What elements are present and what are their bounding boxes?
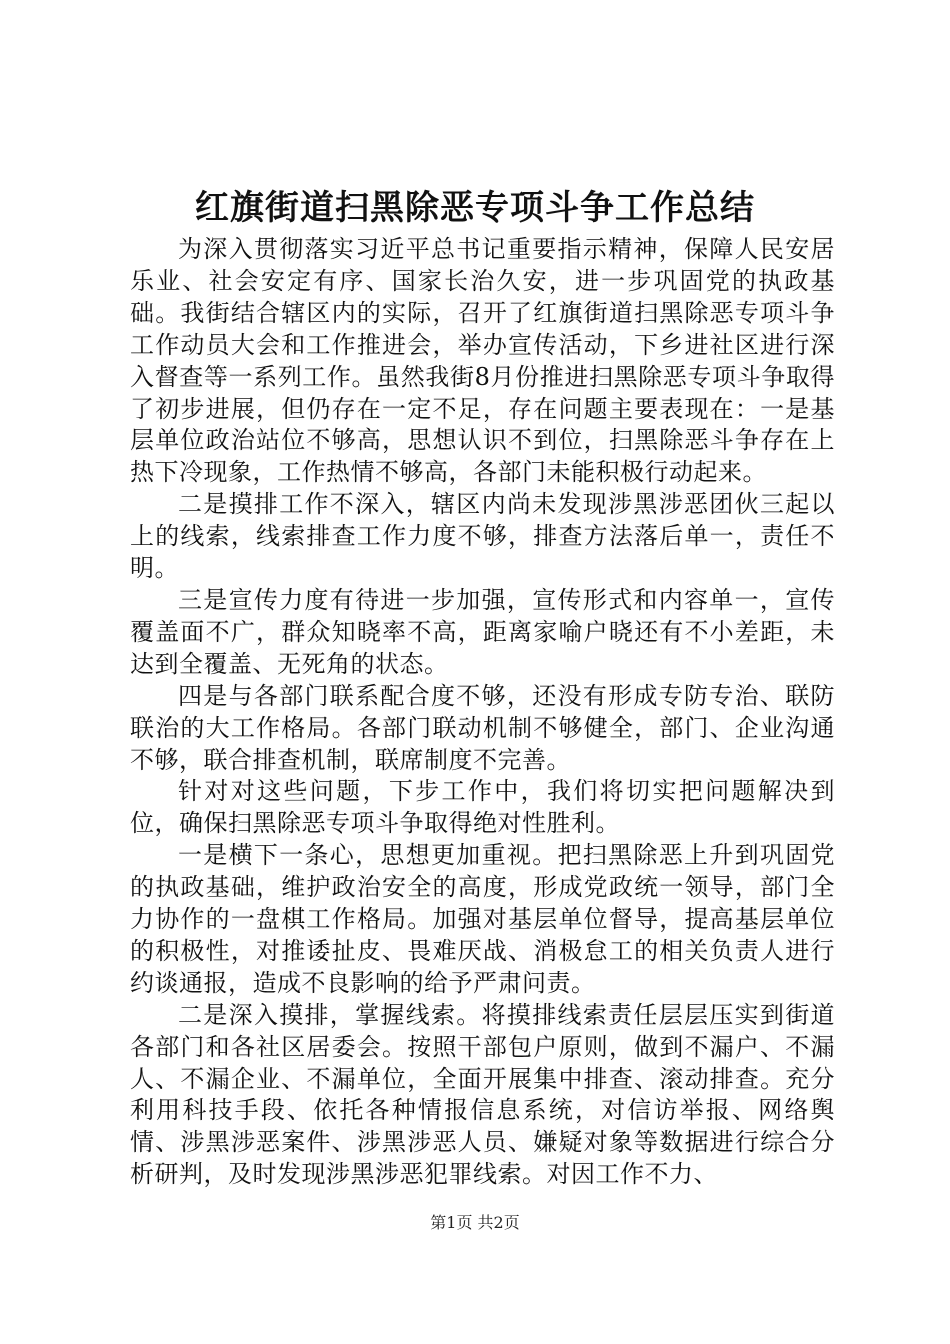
paragraph: 四是与各部门联系配合度不够，还没有形成专防专治、联防联治的大工作格局。各部门联动机制不够健全，部门、企业沟通不够，联合排查机制，联席制度不完善。 <box>130 681 835 774</box>
paragraph: 一是横下一条心，思想更加重视。把扫黑除恶上升到巩固党的执政基础，维护政治安全的高度，形成党政统一领导，部门全力协作的一盘棋工作格局。加强对基层单位督导，提高基层单位的积极性，对推诿扯皮、畏难厌战、消极怠工的相关负责人进行约谈通报，造成不良影响的给予严肃问责。 <box>130 841 835 997</box>
paragraph: 为深入贯彻落实习近平总书记重要指示精神，保障人民安居乐业、社会安定有序、国家长治久安，进一步巩固党的执政基础。我街结合辖区内的实际，召开了红旗街道扫黑除恶专项斗争工作动员大会和工作推进会，举办宣传活动，下乡进社区进行深入督查等一系列工作。虽然我街8月份推进扫黑除恶专项斗争取得了初步进展，但仍存在一定不足，存在问题主要表现在：一是基层单位政治站位不够高，思想认识不到位，扫黑除恶斗争存在上热下冷现象，工作热情不够高，各部门未能积极行动起来。 <box>130 235 835 487</box>
page-number-footer: 第1页 共2页 <box>430 1213 520 1232</box>
paragraph: 针对对这些问题，下步工作中，我们将切实把问题解决到位，确保扫黑除恶专项斗争取得绝对性胜利。 <box>130 777 835 838</box>
document-title: 红旗街道扫黑除恶专项斗争工作总结 <box>195 188 755 228</box>
paragraph: 二是摸排工作不深入，辖区内尚未发现涉黑涉恶团伙三起以上的线索，线索排查工作力度不够，排查方法落后单一，责任不明。 <box>130 490 835 583</box>
paragraph: 三是宣传力度有待进一步加强，宣传形式和内容单一，宣传覆盖面不广，群众知晓率不高，距离家喻户晓还有不小差距，未达到全覆盖、无死角的状态。 <box>130 585 835 678</box>
document-body <box>130 234 835 1191</box>
paragraph: 二是深入摸排，掌握线索。将摸排线索责任层层压实到街道各部门和各社区居委会。按照干部包户原则，做到不漏户、不漏人、不漏企业、不漏单位，全面开展集中排查、滚动排查。充分利用科技手段、依托各种情报信息系统，对信访举报、网络舆情、涉黑涉恶案件、涉黑涉恶人员、嫌疑对象等数据进行综合分析研判，及时发现涉黑涉恶犯罪线索。对因工作不力、 <box>130 1000 835 1189</box>
